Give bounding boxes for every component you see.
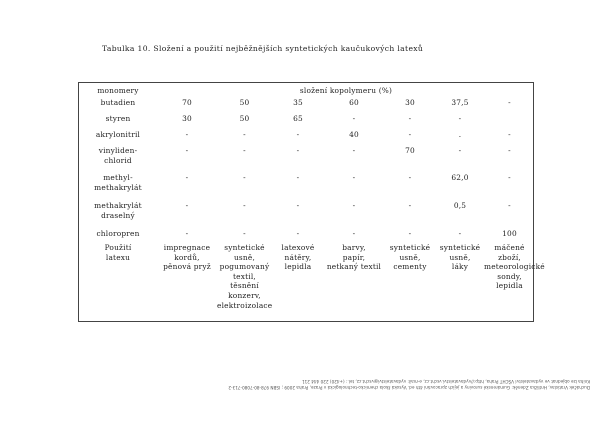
table-cell: - — [408, 114, 412, 123]
table-caption: Tabulka 10. Složení a použití nejběžnějších syntetických kaučukových latexů — [102, 44, 424, 53]
table-cell: - — [243, 229, 246, 238]
table-cell: - — [408, 229, 412, 238]
table-cell: 60 — [349, 98, 359, 107]
table-cell: impregnace kordů, pěnová pryž — [163, 243, 211, 272]
header-monomery: monomery — [97, 86, 139, 95]
table-cell: syntetické usně, láky — [439, 243, 481, 272]
table-cell: - — [508, 201, 511, 210]
table-cell: syntetické usně, pogumovaný textil, těsnění konzerv, elektroizolace — [217, 243, 273, 310]
table-cell: . — [458, 130, 462, 139]
row-label: Použití latexu — [104, 243, 132, 262]
table-cell: - — [508, 146, 511, 155]
table-cell: 35 — [293, 98, 303, 107]
table-cell: 30 — [405, 98, 415, 107]
footer-line-1: Ducháček Vratislav, Hrdlička Zdeněk: Gumárenské suroviny a jejich zpracování 4th ed. Vysoká škola chemicko-technologická v Praze, Praha 2009 ; ISBN 978-80-7080-713-2 — [228, 385, 590, 390]
table-cell: 50 — [239, 114, 250, 123]
table-cell: 100 — [502, 229, 517, 238]
table-cell: latexové nátěry, lepidla — [281, 243, 315, 272]
table-row — [79, 243, 535, 313]
table-cell: - — [243, 173, 246, 182]
table-header-row — [79, 83, 535, 98]
table-cell: 70 — [405, 146, 415, 155]
table-cell: - — [243, 130, 246, 139]
table-cell: barvy, papír, netkaný textil — [326, 243, 382, 272]
table-cell: 62,0 — [451, 173, 469, 182]
table-row — [79, 130, 535, 146]
table-cell: - — [296, 201, 300, 210]
publication-footer — [120, 378, 590, 390]
table-cell: syntetické usně, cementy — [389, 243, 431, 272]
table-row — [79, 201, 535, 229]
footer-line-2: Kniha lze objednat ve vydavatelství VŠCHT Praha, http://vydavatelstvi.vscht.cz, e-mail: vydavatelstvi@vscht.cz, tel.: (+420) 220 444 211 — [301, 379, 590, 384]
table-cell: - — [185, 173, 189, 182]
table-cell: - — [352, 201, 356, 210]
table-cell: - — [185, 229, 189, 238]
table-cell: - — [185, 130, 189, 139]
table-cell: - — [352, 173, 356, 182]
table-cell: 70 — [182, 98, 192, 107]
row-label: butadien — [100, 98, 136, 107]
table-row — [79, 98, 535, 114]
table-cell: - — [296, 146, 300, 155]
composition-table — [78, 82, 545, 322]
table-cell: - — [296, 229, 300, 238]
table-cell: - — [185, 201, 189, 210]
table-cell: - — [352, 146, 356, 155]
table-cell: - — [508, 130, 511, 139]
table-cell: 50 — [239, 98, 250, 107]
table-row — [79, 229, 535, 243]
table-cell: - — [243, 201, 246, 210]
table-cell: máčené zboží, meteorologické sondy, lepidla — [484, 243, 545, 291]
table-cell: - — [408, 130, 412, 139]
table-cell: - — [508, 98, 511, 107]
table-cell: - — [508, 173, 511, 182]
table-cell: 65 — [293, 114, 303, 123]
table-cell: - — [296, 173, 300, 182]
table-cell: - — [296, 130, 300, 139]
table-cell: 0,5 — [453, 201, 467, 210]
table-cell: - — [458, 114, 462, 123]
table-row — [79, 114, 535, 130]
row-label: methyl- methakrylát — [94, 173, 142, 192]
row-label: vinyliden- chlorid — [98, 146, 138, 165]
table-cell: - — [458, 229, 462, 238]
table-cell: - — [185, 146, 189, 155]
table-row — [79, 173, 535, 201]
table-cell: - — [408, 173, 412, 182]
table-cell: 30 — [182, 114, 192, 123]
table-row — [79, 146, 535, 173]
table-cell: - — [243, 146, 246, 155]
row-label: akrylonitril — [95, 130, 141, 139]
table-cell: - — [408, 201, 412, 210]
table-cell: - — [458, 146, 462, 155]
row-label: methakrylát draselný — [94, 201, 142, 220]
table-cell: 37,5 — [451, 98, 469, 107]
header-slozeni: složení kopolymeru (%) — [299, 86, 393, 95]
table-cell: - — [352, 114, 356, 123]
table-cell — [484, 114, 535, 130]
table-cell: - — [352, 229, 356, 238]
row-label: styren — [105, 114, 131, 123]
row-label: chloropren — [96, 229, 140, 238]
table-cell: 40 — [349, 130, 359, 139]
